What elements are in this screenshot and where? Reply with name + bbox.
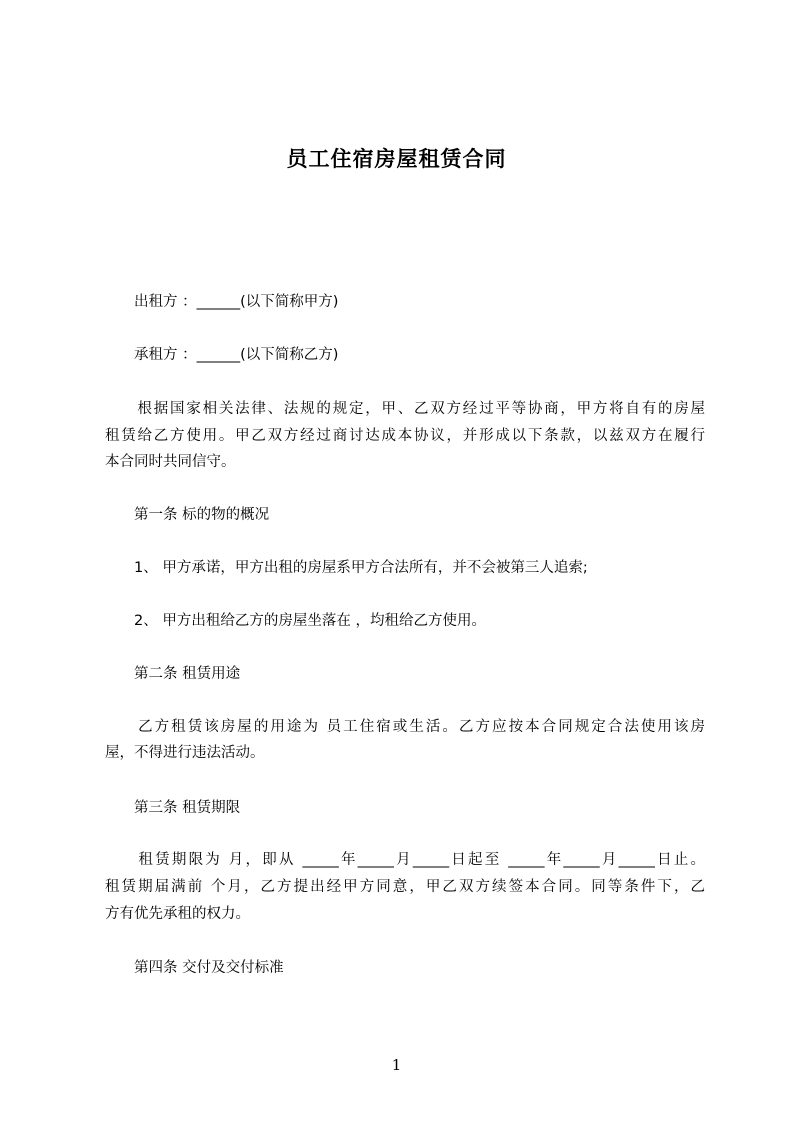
article-2-body-line-2: 屋，不得进行违法活动。 bbox=[105, 745, 265, 761]
article-1-item-1: 1、 甲方承诺，甲方出租的房屋系甲方合法所有，并不会被第三人追索; bbox=[105, 560, 588, 576]
article-2-heading: 第二条 租赁用途 bbox=[105, 666, 241, 682]
article-3-body-line-2: 租赁期届满前 个月，乙方提出经甲方同意，甲乙双方续签本合同。同等条件下，乙 bbox=[105, 879, 705, 895]
article-3-body-line-1: 租赁期限为 月，即从 _____年_____月_____日起至 _____年_____月_____日止。 bbox=[105, 852, 705, 868]
article-1-item-2: 2、 甲方出租给乙方的房屋坐落在 ，均租给乙方使用。 bbox=[105, 613, 486, 629]
preamble-line-2: 租赁给乙方使用。甲乙双方经过商讨达成本协议，并形成以下条款，以兹双方在履行 bbox=[105, 428, 705, 444]
article-1-heading: 第一条 标的物的概况 bbox=[105, 507, 270, 523]
document-title: 员工住宿房屋租赁合同 bbox=[286, 147, 507, 171]
lessor-line: 出租方 ：______(以下简称甲方) bbox=[105, 294, 339, 310]
article-4-heading: 第四条 交付及交付标准 bbox=[105, 960, 284, 976]
article-2-body-line-1: 乙方租赁该房屋的用途为 员工住宿或生活。乙方应按本合同规定合法使用该房 bbox=[105, 719, 705, 735]
lessee-line: 承租方 ：______(以下简称乙方) bbox=[105, 347, 339, 363]
article-3-heading: 第三条 租赁期限 bbox=[105, 800, 241, 816]
preamble-line-1: 根据国家相关法律、法规的规定，甲、乙双方经过平等协商，甲方将自有的房屋 bbox=[105, 401, 705, 417]
preamble-line-3: 本合同时共同信守。 bbox=[105, 454, 236, 470]
article-3-body-line-3: 方有优先承租的权力。 bbox=[105, 906, 250, 922]
page-number: 1 bbox=[391, 1056, 402, 1074]
